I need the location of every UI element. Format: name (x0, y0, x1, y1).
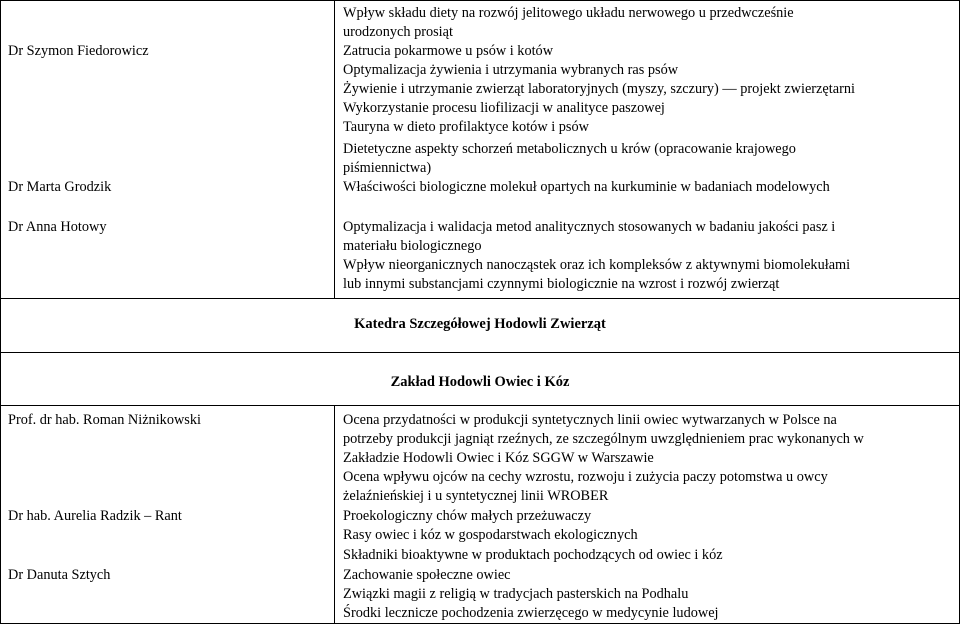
topic-line: Składniki bioaktywne w produktach pochodzących od owiec i kóz (343, 547, 723, 563)
topic-line: Rasy owiec i kóz w gospodarstwach ekologicznych (343, 527, 638, 543)
topic-line: Optymalizacja i walidacja metod analitycznych stosowanych w badaniu jakości pasz i (343, 219, 836, 235)
topic-line: Ocena przydatności w produkcji syntetycznych linii owiec wytwarzanych w Polsce na (343, 412, 837, 428)
topic-line: materiału biologicznego (343, 238, 482, 254)
topic-line: Dietetyczne aspekty schorzeń metabolicznych u krów (opracowanie krajowego (343, 141, 796, 157)
topic-line: urodzonych prosiąt (343, 24, 453, 40)
topic-line: Proekologiczny chów małych przeżuwaczy (343, 508, 592, 524)
topic-line: Ocena wpływu ojców na cechy wzrostu, rozwoju i zużycia paczy potomstwa u owcy (343, 469, 828, 485)
topic-line: Wykorzystanie procesu liofilizacji w analityce paszowej (343, 100, 665, 116)
table-top-border (0, 0, 960, 1)
topic-line: Środki lecznicze pochodzenia zwierzęcego w medycynie ludowej (343, 605, 719, 621)
person-name: Dr hab. Aurelia Radzik – Rant (8, 508, 182, 524)
topic-line: potrzeby produkcji jagniąt rzeźnych, ze szczególnym uwzględnieniem prac wykonanych w (343, 431, 864, 447)
topic-line: żelaźnieńskiej i u syntetycznej linii WROBER (343, 488, 609, 504)
column-divider (334, 405, 335, 624)
person-name: Dr Szymon Fiedorowicz (8, 43, 149, 59)
topic-line: Żywienie i utrzymanie zwierząt laboratoryjnych (myszy, szczury) — projekt zwierzętarni (343, 81, 855, 97)
topic-line: Wpływ nieorganicznych nanocząstek oraz ich kompleksów z aktywnymi biomolekułami (343, 257, 851, 273)
topic-line: Tauryna w dieto profilaktyce kotów i psów (343, 119, 589, 135)
topic-line: Związki magii z religią w tradycjach pasterskich na Podhalu (343, 586, 689, 602)
topic-line: Zachowanie społeczne owiec (343, 567, 511, 583)
column-divider (334, 0, 335, 298)
topic-line: Wpływ składu diety na rozwój jelitowego układu nerwowego u przedwcześnie (343, 5, 794, 21)
person-name: Prof. dr hab. Roman Niżnikowski (8, 412, 201, 428)
topic-line: piśmiennictwa) (343, 160, 432, 176)
topic-line: Zatrucia pokarmowe u psów i kotów (343, 43, 554, 59)
table-left-border (0, 0, 1, 624)
topic-line: Zakładzie Hodowli Owiec i Kóz SGGW w Warszawie (343, 450, 654, 466)
katedra-heading: Katedra Szczegółowej Hodowli Zwierząt (354, 316, 606, 332)
row-divider (0, 298, 960, 299)
row-divider (0, 352, 960, 353)
zaklad-heading: Zakład Hodowli Owiec i Kóz (390, 374, 570, 390)
topic-line: lub innymi substancjami czynnymi biologicznie na wzrost i rozwój zwierząt (343, 276, 780, 292)
person-name: Dr Anna Hotowy (8, 219, 107, 235)
topic-line: Właściwości biologiczne molekuł opartych na kurkuminie w badaniach modelowych (343, 179, 830, 195)
row-divider (0, 405, 960, 406)
person-name: Dr Danuta Sztych (8, 567, 111, 583)
person-name: Dr Marta Grodzik (8, 179, 112, 195)
topic-line: Optymalizacja żywienia i utrzymania wybranych ras psów (343, 62, 679, 78)
